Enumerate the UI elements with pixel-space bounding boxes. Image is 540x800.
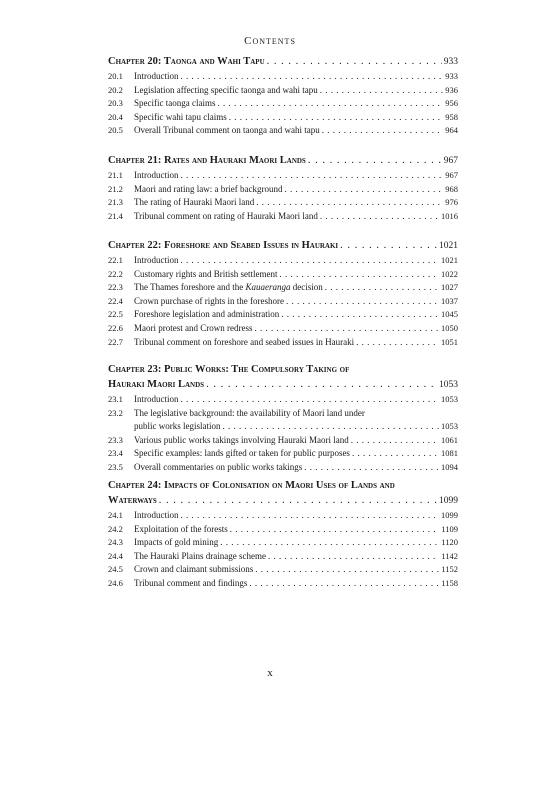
chapter-title[interactable] (108, 493, 458, 509)
chapter-23 (108, 362, 458, 475)
toc-entry[interactable] (108, 70, 458, 84)
page-number-footer: x (267, 667, 273, 679)
chapter-title-text: Chapter 23: Public Works: The Compulsory Taking of (108, 364, 350, 375)
section-number: 20.2 (108, 84, 123, 95)
toc-entry-continued[interactable] (108, 420, 458, 434)
section-number: 21.2 (108, 183, 123, 194)
chapter-21 (108, 153, 458, 223)
section-title: Introduction (134, 71, 179, 81)
section-title: Specific taonga claims (134, 98, 216, 109)
section-number: 23.2 (108, 407, 123, 418)
section-number: 21.3 (108, 197, 123, 208)
chapter-title-text: Hauraki Maori Lands (108, 379, 205, 390)
section-number: 20.1 (108, 71, 123, 81)
toc-entry[interactable] (108, 523, 458, 537)
section-title: Various public works takings involving Hauraki Maori land (134, 434, 349, 445)
toc-entry[interactable] (108, 183, 458, 197)
chapter-title-text: Chapter 21: Rates and Hauraki Maori Lands (108, 155, 306, 166)
page-number: 1053 (439, 380, 458, 390)
page-number: 968 (445, 183, 458, 194)
page-number: 1050 (441, 322, 458, 333)
chapter-title-text: Chapter 24: Impacts of Colonisation on Maori Uses of Lands and (108, 480, 395, 491)
toc-entry[interactable] (108, 447, 458, 461)
page-number: 1061 (441, 434, 458, 445)
toc-entry[interactable] (108, 577, 458, 591)
chapter-title[interactable] (108, 377, 458, 393)
section-number: 24.5 (108, 564, 123, 575)
page-number: 1053 (441, 394, 458, 404)
toc-entry[interactable] (108, 536, 458, 550)
chapter-24 (108, 478, 458, 591)
section-number: 21.1 (108, 170, 123, 180)
toc-entry[interactable] (108, 322, 458, 336)
page-number: 958 (445, 111, 458, 122)
toc-entry[interactable] (108, 336, 458, 350)
section-number: 23.5 (108, 461, 123, 472)
section-title: Crown purchase of rights in the foreshore (134, 295, 284, 306)
section-number: 22.1 (108, 255, 123, 265)
page-number: 1022 (441, 268, 458, 279)
toc-entry[interactable] (108, 84, 458, 98)
section-number: 24.1 (108, 510, 123, 520)
toc-entry[interactable] (108, 111, 458, 125)
section-title: Maori and rating law: a brief background (134, 183, 283, 194)
page-number: 1037 (441, 295, 458, 306)
section-number: 22.7 (108, 336, 123, 347)
page-number: 1021 (441, 255, 458, 265)
page-number: 1152 (441, 564, 458, 575)
section-title (134, 281, 323, 295)
chapter-title-text: Chapter 20: Taonga and Wahi Tapu (108, 56, 265, 67)
section-title: Introduction (134, 510, 179, 520)
section-number: 24.3 (108, 537, 123, 548)
section-title: Tribunal comment on rating of Hauraki Maori land (134, 210, 318, 221)
page-number: 1099 (439, 496, 458, 506)
page-number: 1051 (441, 336, 458, 347)
toc-entry[interactable] (108, 210, 458, 224)
toc-entry[interactable] (108, 254, 458, 268)
toc-entry[interactable] (108, 268, 458, 282)
section-title: The rating of Hauraki Maori land (134, 197, 255, 208)
chapter-title-text: Chapter 22: Foreshore and Seabed Issues in Hauraki (108, 240, 339, 251)
page-number: 1081 (441, 448, 458, 459)
page-number: 1099 (441, 510, 458, 520)
section-title: Exploitation of the forests (134, 523, 228, 534)
section-title: Crown and claimant submissions (134, 564, 254, 575)
toc-entry[interactable] (108, 563, 458, 577)
section-title: Specific examples: lands gifted or taken for public purposes (134, 448, 350, 459)
page-number: 1016 (441, 210, 458, 221)
chapter-title[interactable] (108, 238, 458, 254)
page-number: 967 (445, 170, 458, 180)
page-header: Contents (244, 35, 296, 47)
toc-entry[interactable] (108, 434, 458, 448)
toc-entry[interactable] (108, 509, 458, 523)
page-number: 1109 (441, 523, 458, 534)
section-title: Maori protest and Crown redress (134, 322, 253, 333)
section-number: 23.3 (108, 434, 123, 445)
page-number: 933 (443, 57, 458, 67)
section-number: 23.4 (108, 448, 123, 459)
page-number: 967 (443, 156, 458, 166)
section-title: Tribunal comment on foreshore and seabed issues in Hauraki (134, 336, 355, 347)
section-number: 22.4 (108, 295, 123, 306)
toc-entry[interactable] (108, 393, 458, 407)
toc-entry[interactable] (108, 295, 458, 309)
chapter-22 (108, 238, 458, 349)
toc-entry[interactable] (108, 169, 458, 183)
chapter-title[interactable] (108, 153, 458, 169)
page-number: 1094 (441, 461, 458, 472)
toc-entry[interactable] (108, 550, 458, 564)
section-title: Foreshore legislation and administration (134, 309, 280, 320)
section-number: 23.1 (108, 394, 123, 404)
page-number: 1027 (441, 282, 458, 293)
section-number: 20.5 (108, 125, 123, 136)
page-number: 1158 (441, 577, 458, 588)
section-number: 22.3 (108, 282, 123, 293)
section-title: Customary rights and British settlement (134, 268, 278, 279)
section-title: Tribunal comment and findings (134, 577, 248, 588)
section-number: 24.2 (108, 523, 123, 534)
chapter-title[interactable] (108, 54, 458, 70)
toc-entry[interactable] (108, 124, 458, 138)
toc-entry[interactable] (108, 308, 458, 322)
section-title: Specific wahi tapu claims (134, 111, 227, 122)
section-title: Legislation affecting specific taonga and wahi tapu (134, 84, 318, 95)
section-number: 21.4 (108, 210, 123, 221)
section-title: The legislative background: the availability of Maori land under (134, 407, 365, 418)
section-number: 22.5 (108, 309, 123, 320)
section-number: 24.4 (108, 550, 123, 561)
section-number: 22.6 (108, 322, 123, 333)
section-title: The Hauraki Plains drainage scheme (134, 550, 266, 561)
section-title: Introduction (134, 255, 179, 265)
page-number: 1021 (439, 241, 458, 251)
page-number: 1053 (441, 421, 458, 432)
page-number: 964 (445, 125, 458, 136)
section-title-part: The Thames foreshore and the (134, 282, 246, 293)
page-number: 956 (445, 98, 458, 109)
page-number: 1045 (441, 309, 458, 320)
chapter-title-text: Waterways (108, 495, 157, 506)
section-number: 20.3 (108, 98, 123, 109)
toc-entry[interactable] (108, 196, 458, 210)
toc-entry[interactable] (108, 461, 458, 475)
section-title: Introduction (134, 170, 179, 180)
page-number: 936 (445, 84, 458, 95)
page-number: 1142 (441, 550, 458, 561)
section-number: 22.2 (108, 268, 123, 279)
section-title: Overall Tribunal comment on taonga and wahi tapu (134, 125, 320, 136)
page-number: 976 (445, 197, 458, 208)
toc-entry[interactable] (108, 407, 458, 421)
section-title: Overall commentaries on public works takings (134, 461, 303, 472)
section-title: Impacts of gold mining (134, 537, 219, 548)
section-title: public works legislation (134, 421, 221, 432)
chapter-20 (108, 54, 458, 138)
page-number: 1120 (441, 537, 458, 548)
section-title-part: decision (290, 282, 323, 293)
section-number: 24.6 (108, 577, 123, 588)
toc-entry[interactable] (108, 281, 458, 295)
toc-entry[interactable] (108, 97, 458, 111)
section-number: 20.4 (108, 111, 123, 122)
section-title: Introduction (134, 394, 179, 404)
page-number: 933 (445, 71, 458, 81)
section-title-italic: Kauaeranga (245, 282, 291, 293)
